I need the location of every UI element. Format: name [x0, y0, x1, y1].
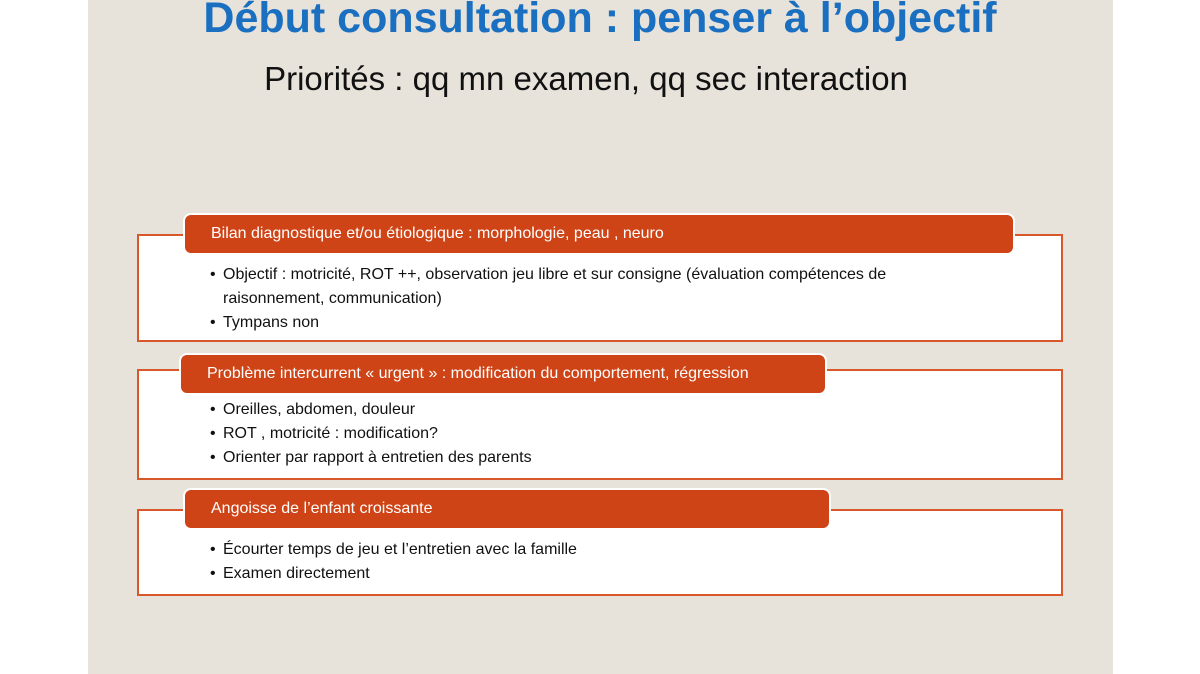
bullet-item: • Objectif : motricité, ROT ++, observation jeu libre et sur consigne (évaluation compétences de raisonnement, communication) — [210, 263, 950, 311]
section-heading-angoisse: Angoisse de l’enfant croissante — [185, 490, 829, 528]
section-heading-urgent: Problème intercurrent « urgent » : modification du comportement, régression — [181, 355, 825, 393]
slide-title: Début consultation : penser à l’objectif — [203, 0, 997, 42]
bullet-item: • Examen directement — [210, 562, 970, 586]
bullet-item: • Écourter temps de jeu et l’entretien avec la famille — [210, 538, 970, 562]
section-bullets-angoisse — [210, 538, 970, 586]
slide-subtitle: Priorités : qq mn examen, qq sec interaction — [264, 60, 908, 97]
bullet-item: • Oreilles, abdomen, douleur — [210, 398, 970, 422]
section-heading-diagnostic: Bilan diagnostique et/ou étiologique : morphologie, peau , neuro — [185, 215, 1013, 253]
section-bullets-urgent — [210, 398, 970, 470]
bullet-item: • Tympans non — [210, 311, 950, 335]
section-bullets-diagnostic — [210, 263, 950, 335]
bullet-item: • ROT , motricité : modification? — [210, 422, 970, 446]
bullet-item: • Orienter par rapport à entretien des parents — [210, 446, 970, 470]
